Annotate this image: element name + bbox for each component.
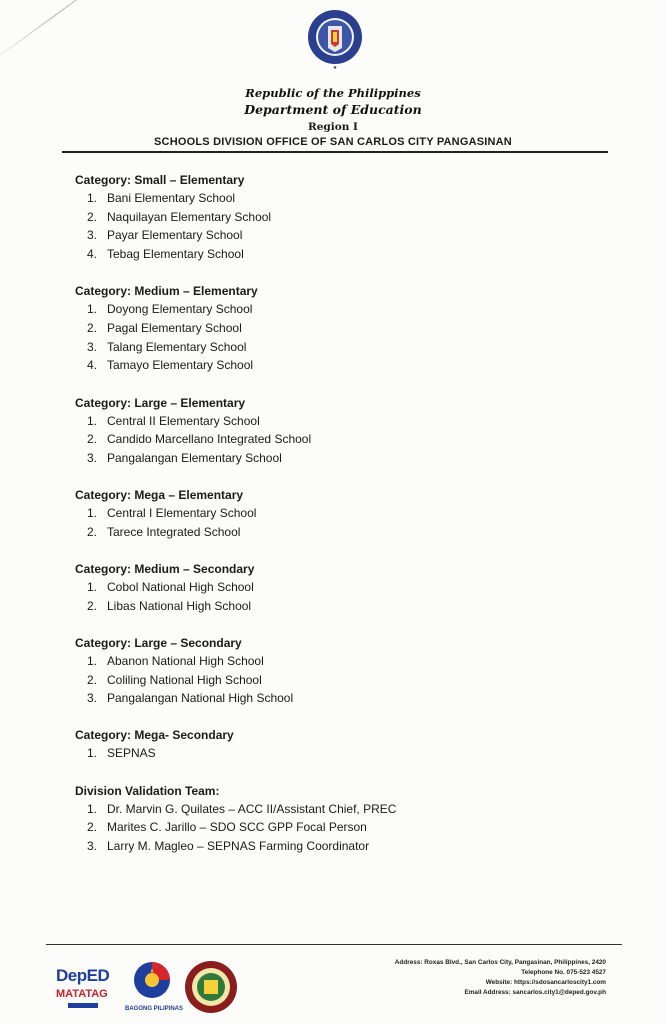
list-item [75, 208, 615, 227]
list-item-number: 4. [86, 358, 97, 373]
list-item [75, 412, 615, 431]
category-block [75, 560, 615, 615]
list-item [75, 671, 615, 690]
category-block [75, 282, 615, 375]
list-item-text: Coliling National High School [107, 672, 262, 687]
category-block [75, 394, 615, 468]
category-title: Category: Medium – Secondary [75, 561, 255, 576]
school-list [75, 800, 615, 856]
sdo-seal-icon [184, 960, 238, 1014]
list-item-number: 3. [86, 339, 97, 354]
region-line: Region I [308, 121, 358, 133]
list-item [75, 652, 615, 671]
list-item [75, 189, 615, 208]
list-item-text: Candido Marcellano Integrated School [107, 432, 312, 447]
list-item-number: 4. [86, 247, 97, 262]
address-line: Address: Roxas Blvd., San Carlos City, Pangasinan, Philippines, 2420 [394, 959, 606, 966]
list-item-text: Pagal Elementary School [107, 320, 242, 335]
list-item-number: 1. [86, 506, 97, 521]
list-item-number: 1. [86, 413, 97, 428]
list-item [75, 800, 615, 819]
list-item-text: Tamayo Elementary School [107, 358, 254, 373]
list-item [75, 504, 615, 523]
matatag-wordmark: MATATAG [56, 988, 108, 1000]
footer-divider [46, 944, 622, 945]
list-item [75, 356, 615, 375]
category-title: Category: Mega- Secondary [75, 728, 234, 743]
list-item-text: Tarece Integrated School [107, 524, 241, 539]
category-block [75, 634, 615, 708]
category-title: Category: Medium – Elementary [75, 284, 258, 299]
svg-text:★: ★ [332, 65, 338, 71]
list-item-text: Larry M. Magleo – SEPNAS Farming Coordinator [107, 838, 370, 853]
category-title: Category: Large – Secondary [75, 635, 242, 650]
list-item [75, 226, 615, 245]
list-item-number: 1. [86, 653, 97, 668]
list-item-number: 1. [86, 302, 97, 317]
category-title: Category: Mega – Elementary [75, 488, 244, 503]
list-item [75, 338, 615, 357]
list-item-text: Talang Elementary School [107, 339, 247, 354]
list-item-text: Tebag Elementary School [107, 247, 244, 262]
list-item-text: Central II Elementary School [107, 413, 260, 428]
email-line: Email Address: sancarlos.city1@deped.gov.ph [464, 989, 606, 996]
list-item-number: 3. [86, 691, 97, 706]
category-block [75, 726, 615, 763]
list-item-text: Naquilayan Elementary School [107, 209, 272, 224]
category-list [75, 171, 615, 874]
bagong-pilipinas-caption: BAGONG PILIPINAS [124, 1006, 183, 1012]
department-line: Department of Education [244, 102, 422, 117]
list-item-text: SEPNAS [107, 746, 156, 761]
list-item-text: Marites C. Jarillo – SDO SCC GPP Focal Person [107, 820, 367, 835]
list-item-number: 2. [86, 820, 97, 835]
school-list [75, 578, 615, 615]
telephone-line: Telephone No. 075-523 4527 [521, 969, 606, 976]
school-list [75, 504, 615, 541]
list-item-number: 2. [86, 672, 97, 687]
list-item-text: Bani Elementary School [107, 191, 236, 205]
list-item-text: Doyong Elementary School [107, 302, 253, 317]
list-item-text: Dr. Marvin G. Quilates – ACC II/Assistant Chief, PREC [107, 801, 397, 816]
list-item-text: Pangalangan Elementary School [107, 450, 282, 465]
category-block [75, 782, 615, 856]
list-item [75, 578, 615, 597]
list-item-number: 1. [86, 801, 97, 816]
footer-address-block [395, 958, 606, 998]
list-item-number: 3. [86, 228, 97, 243]
category-block [75, 171, 615, 264]
list-item-number: 1. [86, 746, 97, 761]
list-item [75, 245, 615, 264]
list-item-number: 1. [86, 191, 97, 205]
list-item-number: 2. [86, 598, 97, 613]
list-item [75, 319, 615, 338]
list-item-text: Cobol National High School [107, 579, 254, 594]
school-list [75, 412, 615, 468]
footer-logos [56, 958, 246, 1016]
header-divider [62, 151, 608, 153]
matatag-underline [68, 1003, 98, 1008]
list-item [75, 597, 615, 616]
list-item-text: Payar Elementary School [107, 228, 243, 243]
list-item [75, 689, 615, 708]
deped-logo [56, 958, 116, 1016]
school-list [75, 189, 615, 264]
list-item-number: 2. [86, 432, 97, 447]
list-item [75, 818, 615, 837]
list-item-text: Abanon National High School [107, 653, 264, 668]
list-item-number: 2. [86, 320, 97, 335]
list-item [75, 744, 615, 763]
list-item [75, 300, 615, 319]
office-line: SCHOOLS DIVISION OFFICE OF SAN CARLOS CITY PANGASINAN [154, 136, 512, 148]
category-title: Category: Large – Elementary [75, 395, 246, 410]
list-item-number: 3. [86, 450, 97, 465]
paper-fold-line [0, 0, 128, 63]
list-item [75, 449, 615, 468]
list-item-number: 2. [86, 209, 97, 224]
list-item-text: Central I Elementary School [107, 506, 257, 521]
list-item [75, 430, 615, 449]
category-block [75, 486, 615, 541]
school-list [75, 652, 615, 708]
list-item-text: Pangalangan National High School [107, 691, 294, 706]
deped-wordmark: DepED [56, 966, 110, 985]
deped-seal-icon [306, 6, 364, 72]
list-item-text: Libas National High School [107, 598, 252, 613]
list-item-number: 3. [86, 838, 97, 853]
school-list [75, 300, 615, 375]
republic-line: Republic of the Philippines [245, 86, 421, 100]
list-item [75, 523, 615, 542]
list-item-number: 1. [86, 579, 97, 594]
category-title: Category: Small – Elementary [75, 173, 245, 187]
list-item [75, 837, 615, 856]
category-title: Division Validation Team: [75, 783, 220, 798]
school-list [75, 744, 615, 763]
website-line: Website: https://sdosancarloscity1.com [485, 979, 606, 986]
list-item-number: 2. [86, 524, 97, 539]
